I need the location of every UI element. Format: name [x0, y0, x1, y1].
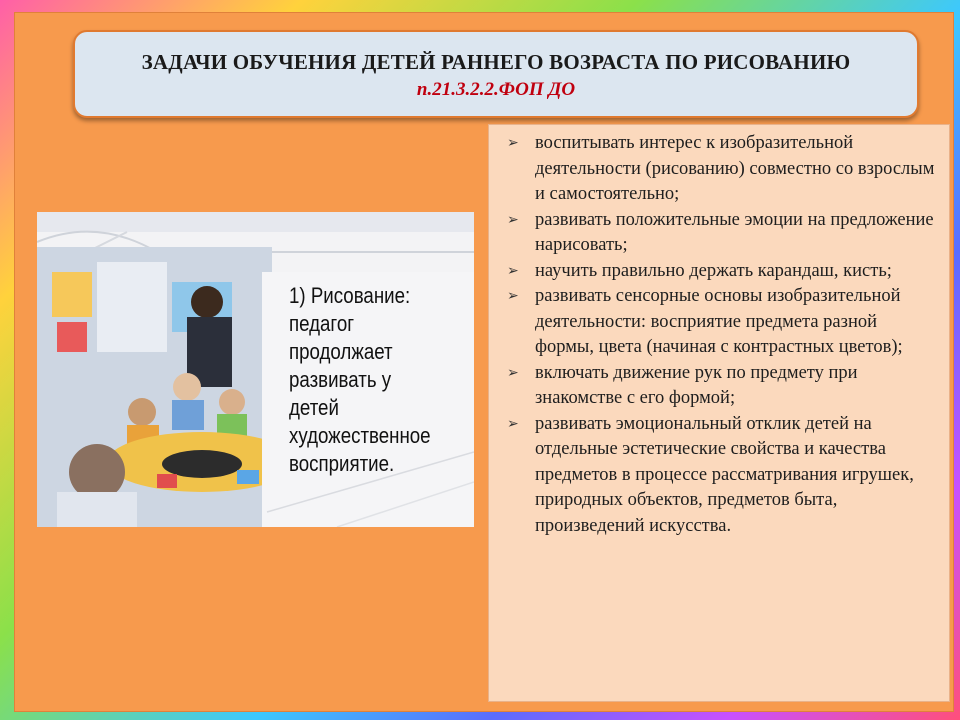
photo-caption: 1) Рисование: педагог продолжает развивать у детей художественное восприятие.: [289, 283, 431, 476]
chevron-right-icon: ➢: [507, 416, 519, 432]
chevron-right-icon: ➢: [507, 212, 519, 228]
list-item-text: развивать положительные эмоции на предложение нарисовать;: [535, 209, 934, 255]
list-item-text: воспитывать интерес к изобразительной деятельности (рисованию) совместно со взрослым и самостоятельно;: [535, 133, 935, 204]
slide-frame: [14, 12, 954, 712]
list-item: [505, 361, 939, 412]
list-item-text: развивать сенсорные основы изобразительной деятельности: восприятие предмета разной формы, цвета (начиная с контрастных цветов);: [535, 286, 903, 357]
tasks-panel: [488, 124, 950, 702]
slide-title: ЗАДАЧИ ОБУЧЕНИЯ ДЕТЕЙ РАННЕГО ВОЗРАСТА ПО РИСОВАНИЮ: [141, 50, 851, 74]
list-item: [505, 284, 939, 361]
list-item-text: включать движение рук по предмету при знакомстве с его формой;: [535, 362, 858, 408]
list-item: [505, 131, 939, 208]
list-item: [505, 259, 939, 285]
list-item-text: научить правильно держать карандаш, кисть;: [535, 260, 892, 281]
list-item: [505, 412, 939, 540]
chevron-right-icon: ➢: [507, 289, 519, 304]
chevron-right-icon: ➢: [507, 263, 519, 279]
slide-subtitle: п.21.3.2.2.ФОП ДО: [416, 79, 576, 100]
classroom-photo: [37, 212, 474, 527]
tasks-list: [505, 131, 939, 539]
chevron-right-icon: ➢: [507, 365, 519, 381]
title-box: [73, 30, 919, 118]
list-item-text: развивать эмоциональный отклик детей на отдельные эстетические свойства и качества предметов в процессе рассматривания игрушек, природных объектов, предметов быта, произведений искусства.: [535, 413, 914, 536]
chevron-right-icon: ➢: [507, 136, 519, 151]
list-item: [505, 208, 939, 259]
